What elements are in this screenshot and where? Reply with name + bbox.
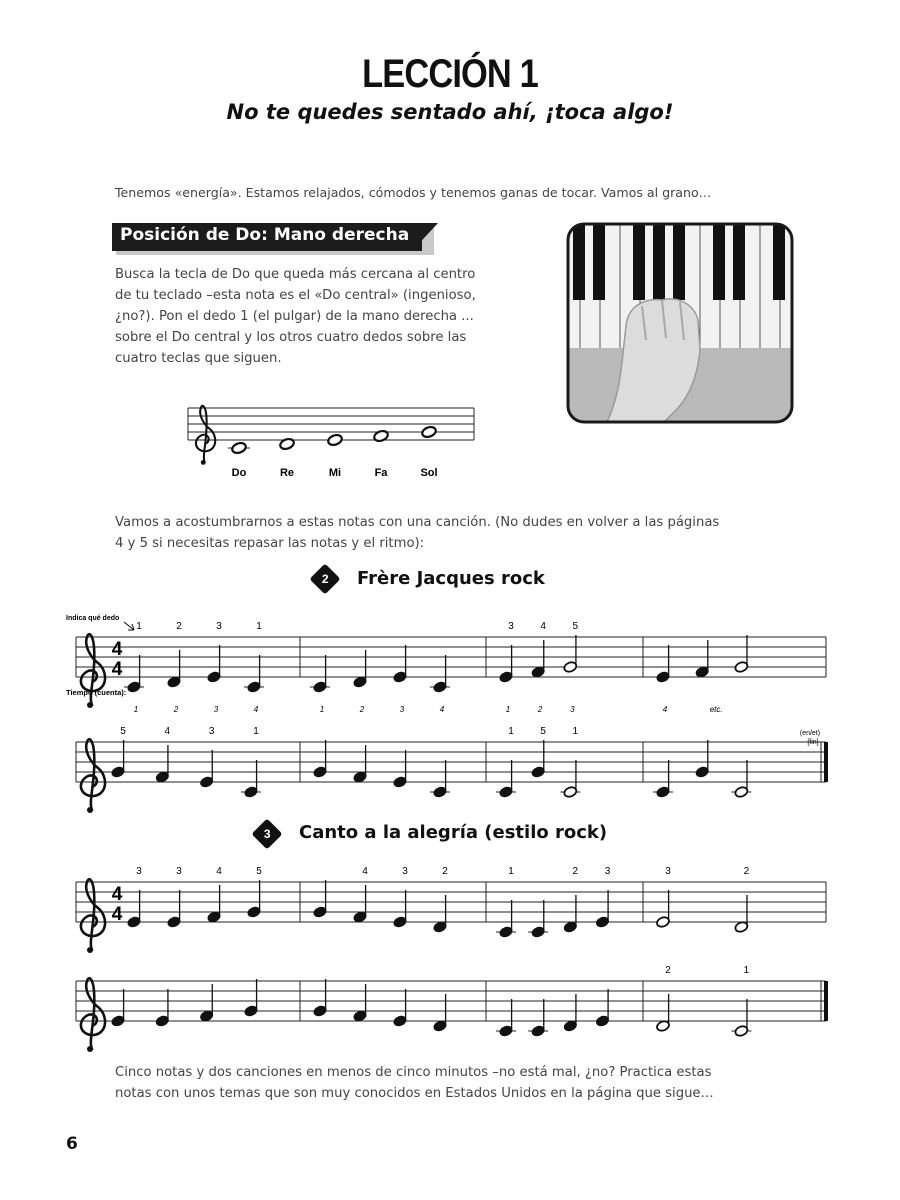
score-content bbox=[76, 621, 828, 1052]
treble-clef-icon bbox=[81, 879, 105, 953]
staff-system bbox=[76, 965, 828, 1052]
beat-count: 4 bbox=[439, 705, 445, 714]
beat-count: 4 bbox=[253, 705, 259, 714]
final-barline-thick bbox=[824, 981, 828, 1021]
finger-number: 2 bbox=[176, 621, 182, 632]
finger-number: 2 bbox=[743, 866, 750, 877]
finger-number: 5 bbox=[256, 866, 262, 877]
final-barline-thick bbox=[824, 742, 828, 782]
beat-counts bbox=[134, 705, 723, 714]
beat-count: 4 bbox=[662, 705, 668, 714]
finger-number: 5 bbox=[572, 621, 579, 632]
paragraph-line: de tu teclado –esta nota es el «Do central» (ingenioso, bbox=[115, 288, 476, 303]
beat-count: 3 bbox=[213, 705, 219, 714]
finger-number: 4 bbox=[216, 866, 222, 877]
finger-number: 5 bbox=[120, 726, 126, 737]
treble-clef-icon bbox=[81, 978, 105, 1052]
beat-count: 2 bbox=[359, 705, 365, 714]
finger-number: 2 bbox=[442, 866, 448, 877]
time-signature-bottom: 4 bbox=[111, 659, 123, 680]
finger-number: 1 bbox=[256, 621, 262, 632]
finger-number: 1 bbox=[743, 965, 750, 976]
end-marker-top: (en/et) bbox=[799, 730, 821, 737]
finger-number: 1 bbox=[253, 726, 259, 737]
beat-count: 2 bbox=[537, 705, 543, 714]
finger-number: 1 bbox=[508, 866, 514, 877]
count-label: Tiempo (cuenta): bbox=[66, 688, 127, 697]
finger-number: 1 bbox=[508, 726, 514, 737]
finger-number: 3 bbox=[402, 866, 408, 877]
finger-number: 4 bbox=[362, 866, 368, 877]
staff-system bbox=[76, 621, 826, 708]
beat-count: etc. bbox=[709, 705, 723, 714]
lesson-title: LECCIÓN 1 bbox=[362, 52, 538, 96]
finger-number: 3 bbox=[136, 866, 142, 877]
finger-number: 3 bbox=[604, 866, 611, 877]
time-signature-top: 4 bbox=[111, 884, 123, 905]
paragraph-line: notas con unos temas que son muy conocidos en Estados Unidos en la página que sigue… bbox=[115, 1086, 714, 1101]
paragraph-line: 4 y 5 si necesitas repasar las notas y el ritmo): bbox=[115, 536, 425, 551]
track-number: 2 bbox=[321, 572, 329, 586]
paragraph-line: Busca la tecla de Do que queda más cercana al centro bbox=[115, 267, 476, 282]
paragraph-line: Cinco notas y dos canciones en menos de cinco minutos –no está mal, ¿no? Practica estas bbox=[115, 1065, 712, 1080]
finger-arrow-icon bbox=[124, 622, 134, 630]
paragraph-line: Vamos a acostumbrarnos a estas notas con una canción. (No dudes en volver a las páginas bbox=[115, 515, 720, 530]
finger-number: 1 bbox=[572, 726, 579, 737]
beat-count: 3 bbox=[399, 705, 405, 714]
paragraph-line: ¿no?). Pon el dedo 1 (el pulgar) de la mano derecha ... bbox=[115, 309, 474, 324]
finger-number: 3 bbox=[216, 621, 222, 632]
time-signature-top: 4 bbox=[111, 639, 123, 660]
finger-number: 1 bbox=[136, 621, 142, 632]
finger-number: 4 bbox=[540, 621, 546, 632]
finger-number: 5 bbox=[540, 726, 546, 737]
beat-count: 1 bbox=[319, 705, 325, 714]
song-title: Frère Jacques rock bbox=[357, 568, 545, 589]
beat-count: 1 bbox=[505, 705, 511, 714]
note-name-sol: Sol bbox=[420, 467, 438, 479]
paragraph-line: cuatro teclas que siguen. bbox=[115, 351, 282, 366]
note-name-mi: Mi bbox=[328, 467, 342, 479]
lesson-subtitle: No te quedes sentado ahí, ¡toca algo! bbox=[226, 100, 674, 124]
finger-number: 2 bbox=[572, 866, 579, 877]
beat-count: 1 bbox=[133, 705, 139, 714]
beat-count: 2 bbox=[173, 705, 179, 714]
staff-system bbox=[76, 726, 828, 813]
page-number: 6 bbox=[66, 1134, 78, 1154]
end-marker-bottom: [fin] bbox=[807, 739, 819, 746]
intro-text: Tenemos «energía». Estamos relajados, cómodos y tenemos ganas de tocar. Vamos al grano… bbox=[115, 185, 712, 200]
treble-clef-icon bbox=[81, 739, 105, 813]
section-header-label: Posición de Do: Mano derecha bbox=[120, 225, 410, 245]
note-name-fa: Fa bbox=[374, 467, 388, 479]
note-name-do: Do bbox=[231, 467, 247, 479]
finger-number: 3 bbox=[665, 866, 671, 877]
finger-number: 3 bbox=[208, 726, 215, 737]
finger-number: 3 bbox=[176, 866, 182, 877]
time-signature-bottom: 4 bbox=[111, 904, 123, 925]
finger-number: 4 bbox=[164, 726, 171, 737]
finger-number: 2 bbox=[665, 965, 671, 976]
track-number: 3 bbox=[263, 827, 271, 841]
song-title: Canto a la alegría (estilo rock) bbox=[299, 822, 608, 843]
staff-system bbox=[76, 866, 826, 953]
beat-count: 3 bbox=[570, 705, 575, 714]
outro-paragraph bbox=[115, 1062, 815, 1104]
note-name-re: Re bbox=[279, 467, 295, 479]
paragraph-line: sobre el Do central y los otros cuatro dedos sobre las bbox=[115, 330, 467, 345]
finger-number: 3 bbox=[508, 621, 514, 632]
finger-indicator-label: Indica qué dedo bbox=[66, 615, 120, 622]
